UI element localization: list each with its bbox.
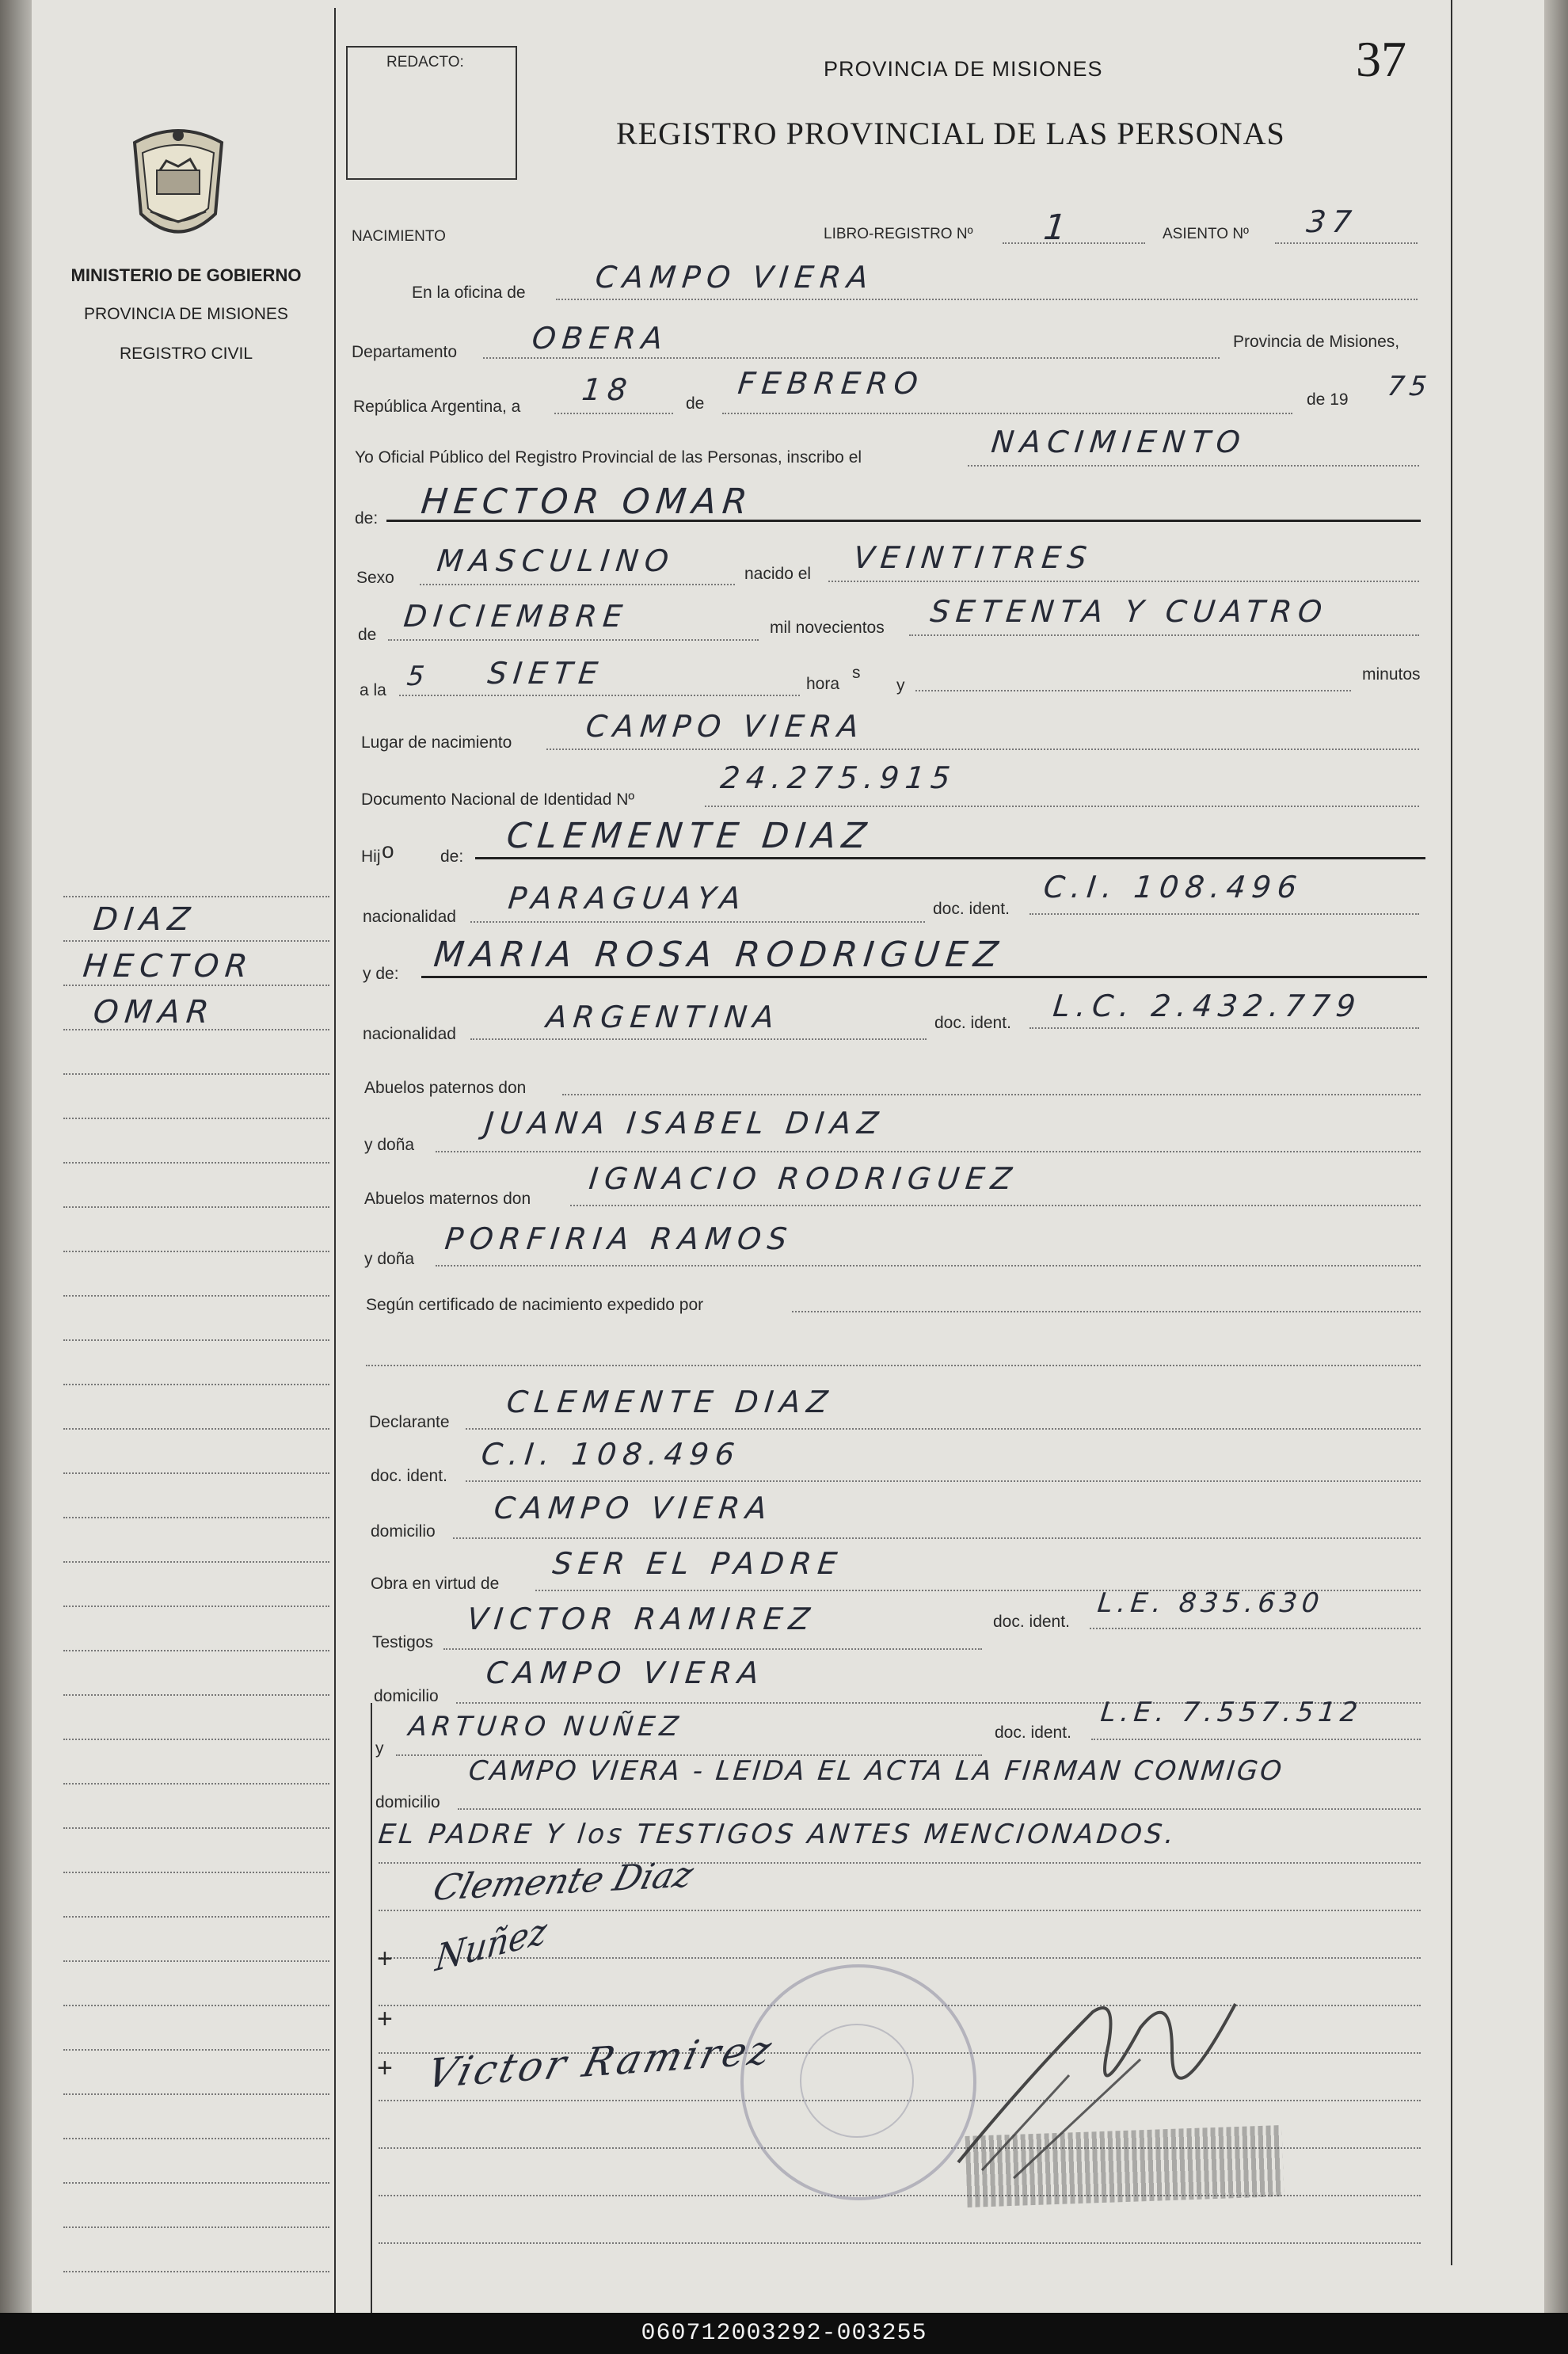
sexo-label: Sexo: [356, 569, 394, 587]
hora-line: [399, 694, 800, 696]
sidebar-ruled-line: [63, 2226, 329, 2228]
madre-doc-label: doc. ident.: [934, 1014, 1011, 1032]
libro-line: [1003, 242, 1145, 244]
minutos-label: minutos: [1362, 665, 1421, 684]
madre-doc-line: [1029, 1027, 1419, 1029]
sidebar-ruled-line: [63, 2181, 329, 2184]
testigo1-value: VICTOR RAMIREZ: [465, 1602, 818, 1636]
oficina-value: CAMPO VIERA: [593, 260, 877, 295]
sidebar-ruled-line: [63, 1339, 329, 1341]
minutos-line: [915, 689, 1351, 691]
testigo2-dom-line: [458, 1807, 1421, 1810]
de-label-2: de:: [355, 509, 379, 528]
padre-doc-line: [1029, 912, 1419, 915]
testigo2-doc-line: [1091, 1738, 1421, 1740]
testigo2-doc-value: L.E. 7.557.512: [1098, 1697, 1364, 1728]
redacto-label: REDACTO:: [386, 54, 464, 70]
abuelo-m-value: IGNACIO RODRIGUEZ: [587, 1161, 1020, 1196]
sidebar-ruled-line: [63, 1161, 329, 1164]
official-name-stamp: [965, 2125, 1284, 2207]
madre-nac-value: ARGENTINA: [544, 1000, 782, 1034]
sidebar-ruled-line: [63, 1915, 329, 1918]
sidebar-ruled-line: [63, 895, 329, 897]
oficina-line: [556, 298, 1418, 300]
oficial-label: Yo Oficial Público del Registro Provincial de las Personas, inscribo el: [355, 448, 862, 467]
right-border: [1451, 0, 1452, 2265]
departamento-label: Departamento: [352, 343, 458, 361]
abuela-m-value: PORFIRIA RAMOS: [443, 1221, 795, 1256]
y-label-2: y: [375, 1739, 384, 1758]
sidebar-middlename: OMAR: [91, 994, 217, 1030]
nacido-anio-value: SETENTA Y CUATRO: [928, 594, 1330, 629]
abuelos-m-label: Abuelos maternos don: [364, 1190, 531, 1208]
padre-doc-value: C.I. 108.496: [1041, 870, 1305, 905]
sidebar-ruled-line: [63, 1117, 329, 1119]
sidebar-ruled-line: [63, 2137, 329, 2139]
nacido-dia-value: VEINTITRES: [851, 540, 1095, 575]
declarante-line: [466, 1427, 1421, 1430]
sidebar-ruled-line: [63, 1072, 329, 1075]
testigo2-dom-label: domicilio: [375, 1793, 440, 1811]
obra-label: Obra en virtud de: [371, 1575, 500, 1593]
book-binding: [0, 0, 32, 2313]
testigo2-doc-label: doc. ident.: [995, 1724, 1071, 1742]
sidebar-ruled-line: [63, 1516, 329, 1518]
nacido-line: [828, 580, 1419, 582]
ala-label: a la: [360, 681, 386, 699]
inscribo-value: NACIMIENTO: [989, 425, 1249, 459]
asiento-line: [1275, 242, 1418, 244]
nacido-mes-line: [388, 638, 759, 641]
sidebar-ruled-line: [63, 1560, 329, 1563]
decl-doc-line: [466, 1480, 1421, 1482]
sidebar-divider: [334, 8, 336, 2313]
de-label-3: de: [358, 626, 377, 644]
segun-line-2: [366, 1364, 1421, 1366]
madre-doc-value: L.C. 2.432.779: [1051, 988, 1364, 1023]
inscribo-line: [968, 464, 1419, 467]
padre-line: [475, 857, 1425, 859]
padre-nac-value: PARAGUAYA: [506, 881, 749, 916]
sidebar-ruled-line: [63, 2270, 329, 2272]
libro-value: 1: [1041, 208, 1075, 248]
nacido-mes-value: DICIEMBRE: [402, 599, 630, 634]
dni-line: [705, 805, 1419, 807]
hij-suffix: o: [382, 838, 394, 863]
madre-line: [421, 976, 1427, 978]
lugar-line: [546, 748, 1419, 750]
sidebar-ruled-line: [63, 1383, 329, 1385]
lugar-label: Lugar de nacimiento: [361, 733, 512, 752]
nacido-label: nacido el: [744, 565, 812, 583]
yde-label: y de:: [363, 965, 399, 983]
ydona-label-2: y doña: [364, 1250, 415, 1268]
testigo1-line: [443, 1647, 982, 1650]
testigo1-dom-label: domicilio: [374, 1687, 439, 1705]
signature-ruled-line: [379, 1956, 1421, 1959]
decl-dom-line: [453, 1537, 1421, 1539]
abuela-p-line: [436, 1150, 1421, 1152]
inner-divider: [371, 1703, 372, 2313]
sidebar-ruled-line: [63, 1693, 329, 1696]
abuelos-p-label: Abuelos paternos don: [364, 1079, 527, 1097]
ministry-title: MINISTERIO DE GOBIERNO: [70, 265, 302, 285]
padre-nac-label: nacionalidad: [363, 908, 456, 926]
testigo1-doc-value: L.E. 835.630: [1095, 1587, 1326, 1619]
obra-value: SER EL PADRE: [550, 1546, 845, 1581]
nacido-anio-line: [909, 634, 1419, 636]
testigo1-dom-value: CAMPO VIERA: [484, 1655, 767, 1690]
provincia-suffix: Provincia de Misiones,: [1233, 333, 1400, 351]
testigos-label: Testigos: [372, 1633, 434, 1651]
testigo2-value: ARTURO NUÑEZ: [406, 1711, 685, 1743]
testigo1-doc-line: [1090, 1627, 1421, 1629]
segun-line-1: [792, 1310, 1421, 1312]
abuelo-p-line: [562, 1093, 1421, 1095]
madre-nac-line: [470, 1038, 927, 1040]
madre-value: MARIA ROSA RODRIGUEZ: [432, 935, 1007, 975]
dni-label: Documento Nacional de Identidad Nº: [361, 790, 635, 809]
departamento-line: [483, 356, 1220, 359]
page-number: 37: [1356, 31, 1406, 87]
sidebar-ruled-line: [63, 2093, 329, 2095]
province-header: PROVINCIA DE MISIONES: [824, 57, 1103, 81]
sidebar-civil-registry: REGISTRO CIVIL: [119, 345, 253, 363]
lugar-value: CAMPO VIERA: [584, 709, 867, 744]
abuelo-m-line: [570, 1204, 1421, 1206]
decl-dom-label: domicilio: [371, 1522, 436, 1541]
sidebar-province: PROVINCIA DE MISIONES: [84, 305, 288, 323]
de-label-1: de: [686, 394, 705, 413]
signature-ruled-line: [379, 2242, 1421, 2244]
page-edge: [1544, 0, 1568, 2313]
ydona-label-1: y doña: [364, 1136, 415, 1154]
decl-doc-label: doc. ident.: [371, 1467, 447, 1485]
sidebar-ruled-line: [63, 1206, 329, 1208]
registry-title: REGISTRO PROVINCIAL DE LAS PERSONAS: [616, 116, 1285, 151]
testigo2-dom-value: CAMPO VIERA - LEIDA EL ACTA LA FIRMAN CONMIGO: [466, 1755, 1286, 1787]
hij-label: Hij: [361, 848, 381, 866]
signature-ruled-line: [379, 1909, 1421, 1911]
registry-stamp-center: [800, 2024, 914, 2138]
mes-line: [722, 412, 1292, 414]
abuela-p-value: JUANA ISABEL DIAZ: [482, 1106, 886, 1141]
signature-2: Nuñez: [433, 1910, 550, 1980]
madre-nac-label: nacionalidad: [363, 1025, 456, 1043]
province-seal-emblem: [119, 123, 238, 246]
hora-num-value: 5: [405, 661, 431, 692]
anio-value: 75: [1385, 371, 1433, 402]
sidebar-ruled-line: [63, 1294, 329, 1297]
sidebar-ruled-line: [63, 1738, 329, 1740]
libro-label: LIBRO-REGISTRO Nº: [824, 226, 973, 242]
declarante-value: CLEMENTE DIAZ: [504, 1385, 836, 1419]
sidebar-ruled-line: [63, 939, 329, 942]
mark-1: +: [377, 1944, 393, 1974]
nota-value: EL PADRE Y los TESTIGOS ANTES MENCIONADOS.: [376, 1819, 1179, 1850]
sidebar-ruled-line: [63, 1960, 329, 1962]
dia-value: 18: [580, 372, 635, 407]
sidebar-ruled-line: [63, 1605, 329, 1607]
mark-2: +: [377, 2004, 393, 2034]
segun-label: Según certificado de nacimiento expedido por: [366, 1296, 704, 1314]
padre-value: CLEMENTE DIAZ: [504, 816, 875, 856]
signature-1: Clemente Diaz: [428, 1854, 698, 1909]
hora-text-value: SIETE: [485, 656, 606, 691]
asiento-label: ASIENTO Nº: [1163, 226, 1249, 242]
decl-dom-value: CAMPO VIERA: [492, 1491, 775, 1526]
sexo-line: [420, 583, 735, 585]
mes-value: FEBRERO: [736, 366, 926, 401]
dia-line: [554, 412, 673, 414]
oficina-label: En la oficina de: [412, 284, 526, 302]
sidebar-surname: DIAZ: [91, 901, 198, 938]
anio-prefix: de 19: [1307, 390, 1349, 409]
sidebar-ruled-line: [63, 2048, 329, 2051]
sidebar-ruled-line: [63, 2004, 329, 2006]
sidebar-ruled-line: [63, 1649, 329, 1651]
de-label-4: de:: [440, 848, 464, 866]
padre-nac-line: [470, 920, 925, 923]
hora-label: hora: [806, 675, 840, 693]
dni-value: 24.275.915: [718, 760, 958, 795]
y-label-1: y: [896, 676, 905, 695]
asiento-value: 37: [1304, 204, 1360, 239]
hora-s: s: [852, 664, 861, 682]
sidebar-ruled-line: [63, 1250, 329, 1252]
act-type-label: NACIMIENTO: [352, 228, 446, 245]
sidebar-ruled-line: [63, 1427, 329, 1430]
sidebar-ruled-line: [63, 1472, 329, 1474]
decl-doc-value: C.I. 108.496: [479, 1437, 743, 1472]
sexo-value: MASCULINO: [435, 543, 677, 578]
testigo1-doc-label: doc. ident.: [993, 1613, 1070, 1631]
departamento-value: OBERA: [530, 321, 671, 356]
scan-id-bar: 060712003292-003255: [0, 2313, 1568, 2354]
signature-3: Victor Ramirez: [422, 2026, 779, 2097]
republica-label: República Argentina, a: [353, 398, 521, 416]
mil-label: mil novecientos: [770, 619, 885, 637]
sidebar-ruled-line: [63, 1782, 329, 1785]
sidebar-ruled-line: [63, 1871, 329, 1873]
nombre-value: HECTOR OMAR: [419, 482, 755, 522]
sidebar-ruled-line: [63, 1826, 329, 1829]
mark-3: +: [377, 2053, 393, 2083]
abuela-m-line: [436, 1264, 1421, 1267]
declarante-label: Declarante: [369, 1413, 450, 1431]
padre-doc-label: doc. ident.: [933, 900, 1010, 918]
sidebar-firstname: HECTOR: [81, 948, 256, 985]
